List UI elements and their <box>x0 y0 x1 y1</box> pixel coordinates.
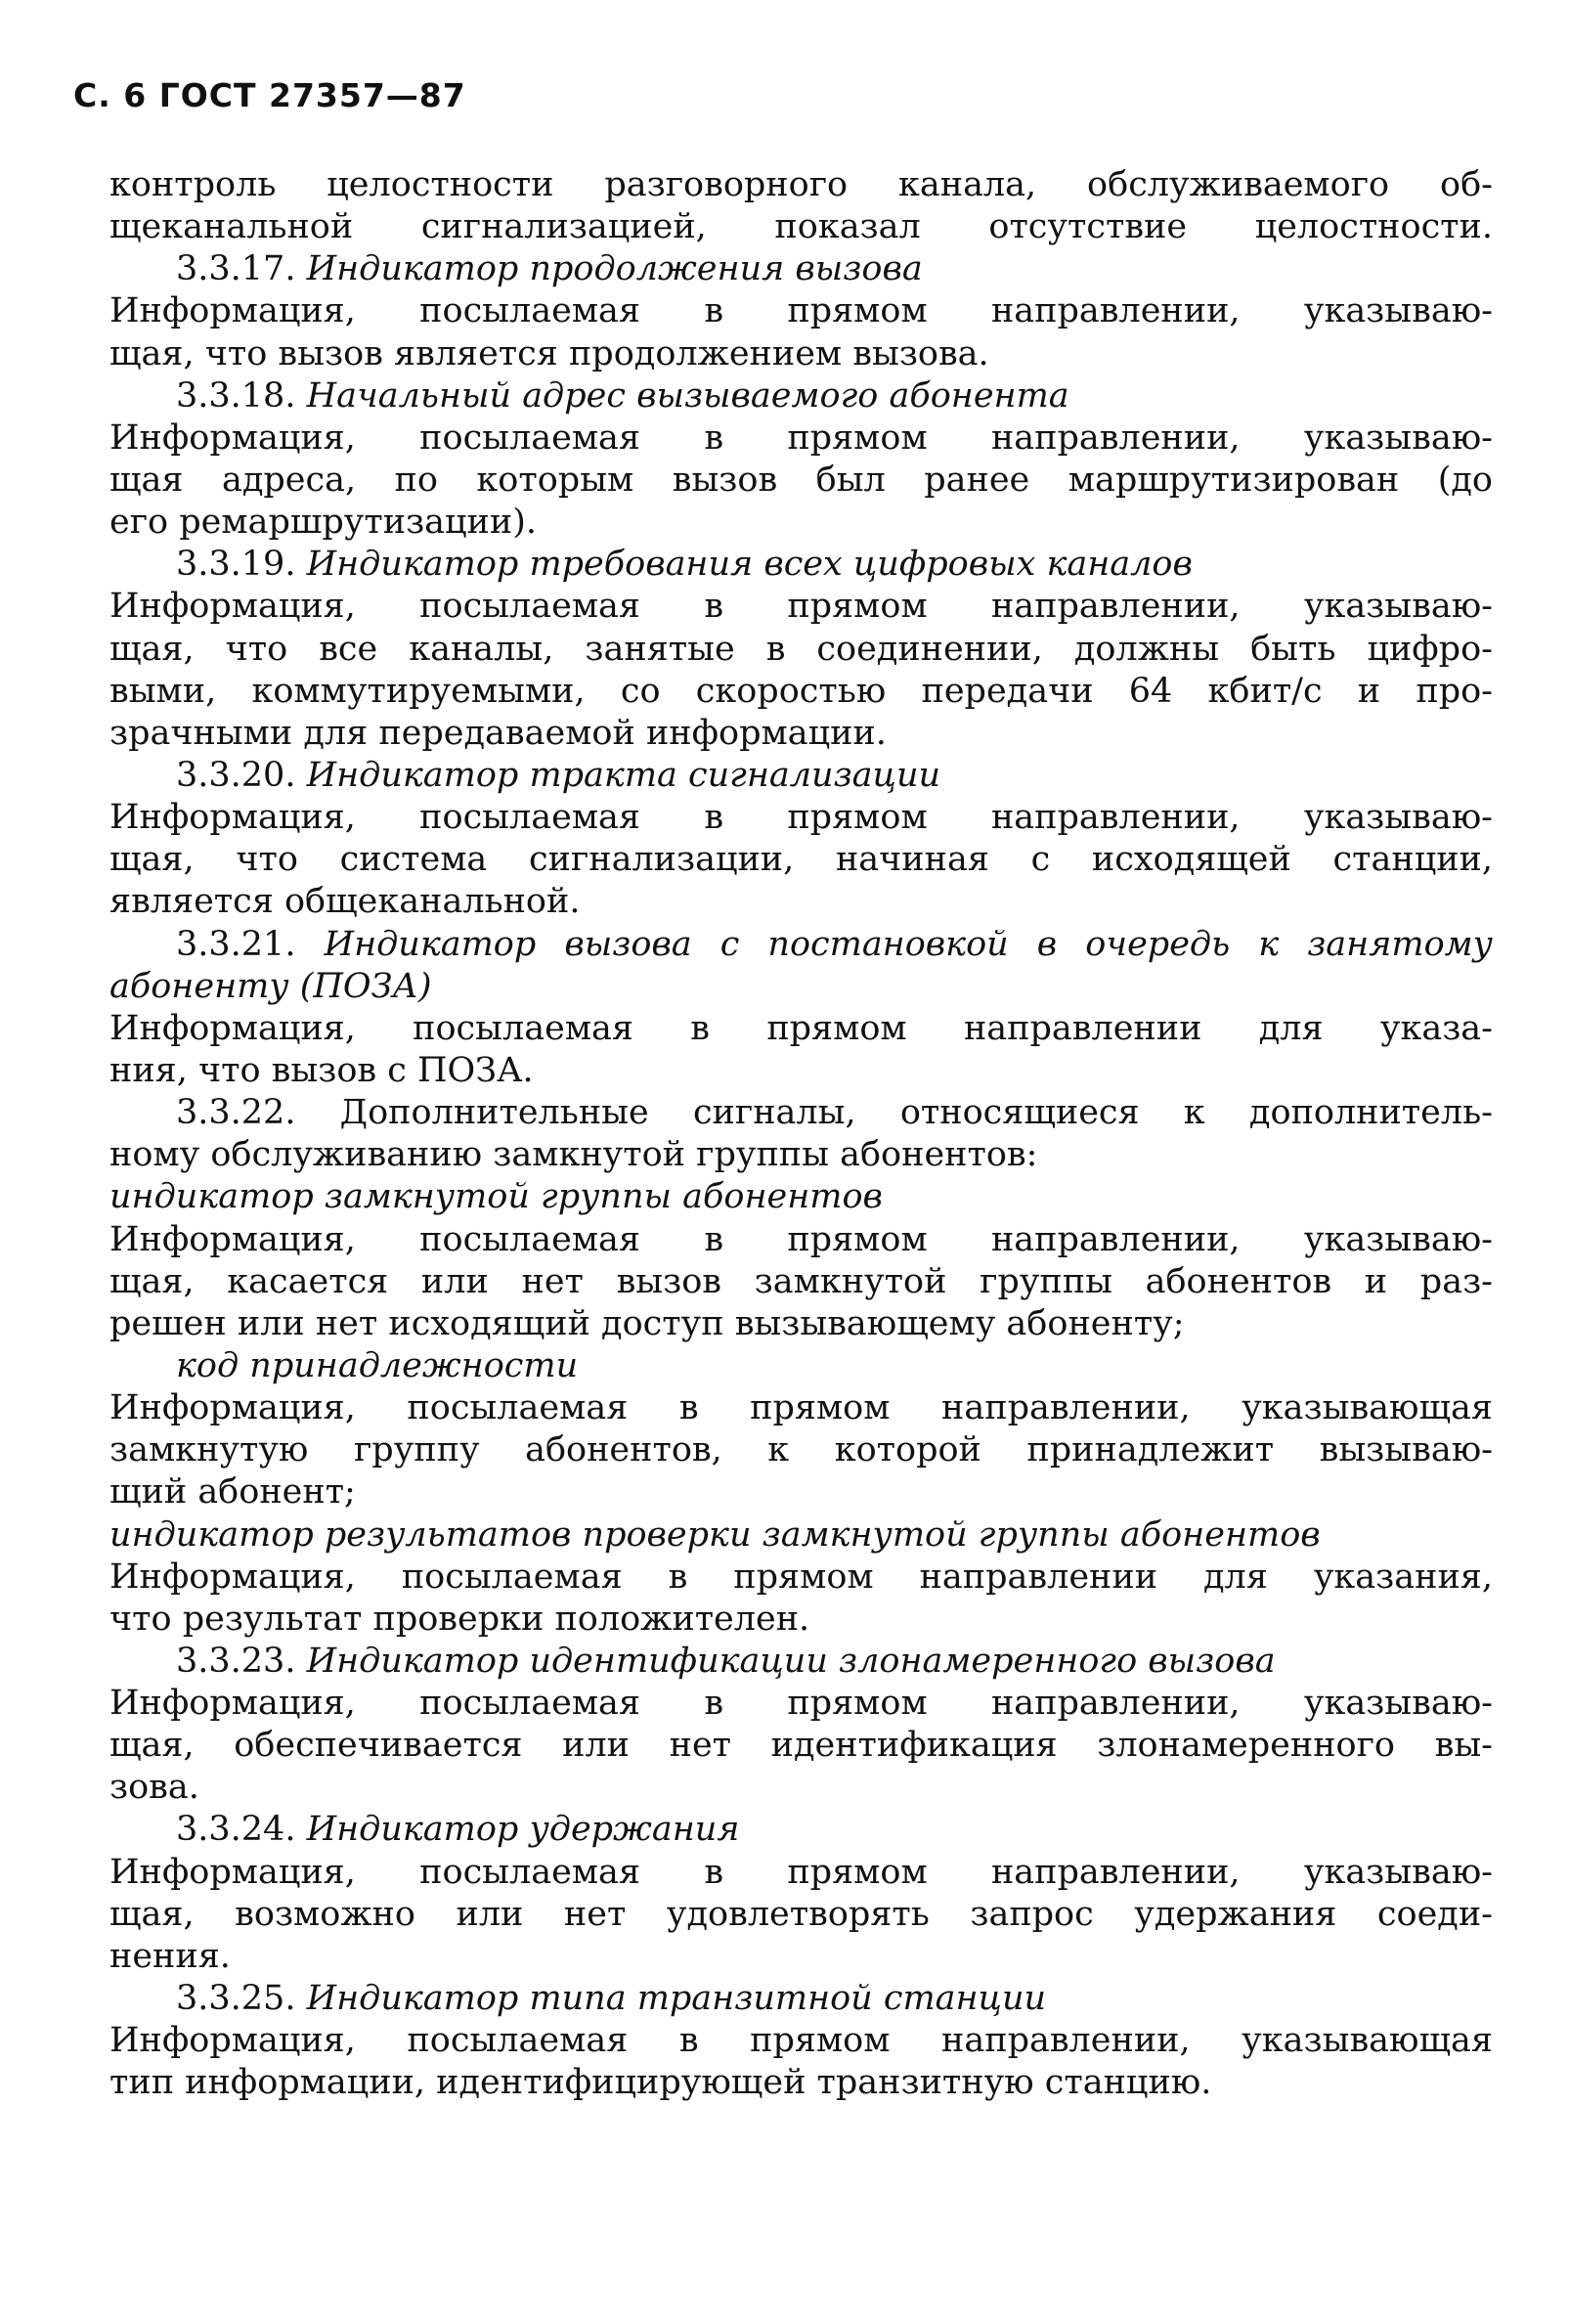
section-heading <box>109 375 1493 417</box>
page-header: С. 6 ГОСТ 27357—87 <box>73 76 466 114</box>
text-line: решен или нет исходящий доступ вызывающему абоненту; <box>109 1303 1185 1343</box>
section-number: 3.3.17. <box>176 249 296 289</box>
text-line: тип информации, идентифицирующей транзитную станцию. <box>109 2063 1212 2103</box>
section-title: Начальный адрес вызываемого абонента <box>306 375 1069 416</box>
section-title: Индикатор продолжения вызова <box>306 249 923 289</box>
section-heading: 3.3.22. Дополнительные сигналы, относящиеся к дополнитель- <box>176 1093 1493 1133</box>
section-title: Индикатор вызова с постановкой в очередь к занятому <box>324 924 1493 964</box>
section-heading <box>109 755 1493 797</box>
section-heading <box>109 248 1493 290</box>
text-line: Информация, посылаемая в прямом направлении для указа- <box>109 1008 1493 1048</box>
text-line: ному обслуживанию замкнутой группы абонентов: <box>109 1135 1038 1175</box>
text-line: ния, что вызов с ПОЗА. <box>109 1050 534 1090</box>
text-line: щий абонент; <box>109 1472 356 1513</box>
text-line: что результат проверки положителен. <box>109 1599 810 1639</box>
section-number: 3.3.20. <box>176 755 296 795</box>
text-line: выми, коммутируемыми, со скоростью передачи 64 кбит/с и про- <box>109 671 1493 711</box>
section-heading <box>109 544 1493 586</box>
section-heading <box>109 1809 1493 1851</box>
section-title: Индикатор типа транзитной станции <box>306 1979 1047 2019</box>
text-line: зрачными для передаваемой информации. <box>109 713 887 753</box>
text-line: щая, что система сигнализации, начиная с исходящей станции, <box>109 840 1493 880</box>
text-line: Информация, посылаемая в прямом направлении, указывающая <box>109 2021 1493 2061</box>
text-line: зова. <box>109 1768 199 1808</box>
text-line: щая, возможно или нет удовлетворять запрос удержания соеди- <box>109 1894 1493 1934</box>
subsection-title: индикатор результатов проверки замкнутой группы абонентов <box>109 1514 1321 1555</box>
section-title: Индикатор тракта сигнализации <box>306 755 941 795</box>
section-number: 3.3.21. <box>176 924 296 964</box>
text-line: Информация, посылаемая в прямом направлении, указываю- <box>109 1852 1493 1892</box>
text-line: Информация, посылаемая в прямом направлении, указываю- <box>109 417 1493 458</box>
section-number: 3.3.18. <box>176 375 296 416</box>
section-title: Индикатор требования всех цифровых каналов <box>306 545 1193 585</box>
text-line: щая, что вызов является продолжением вызова. <box>109 333 989 373</box>
section-title: Индикатор удержания <box>306 1810 740 1850</box>
text-line: контроль целостности разговорного канала, обслуживаемого об- <box>109 165 1493 204</box>
text-line: щая, касается или нет вызов замкнутой группы абонентов и раз- <box>109 1261 1493 1301</box>
section-title-continued: абоненту (ПОЗА) <box>109 966 432 1006</box>
document-body <box>109 164 1493 2104</box>
subsection-title: код принадлежности <box>176 1345 579 1385</box>
text-line: Информация, посылаемая в прямом направлении, указываю- <box>109 1684 1493 1724</box>
text-line: нения. <box>109 1936 231 1976</box>
section-number: 3.3.23. <box>176 1641 296 1681</box>
section-title: Индикатор идентификации злонамеренного вызова <box>306 1641 1276 1681</box>
text-line: Информация, посылаемая в прямом направлении для указания, <box>109 1557 1493 1597</box>
section-heading <box>109 924 1493 966</box>
section-heading <box>109 1641 1493 1683</box>
text-line: замкнутую группу абонентов, к которой принадлежит вызываю- <box>109 1430 1493 1470</box>
text-line: щая, что все каналы, занятые в соединении, должны быть цифро- <box>109 629 1493 669</box>
text-line: Информация, посылаемая в прямом направлении, указываю- <box>109 587 1493 627</box>
text-line: Информация, посылаемая в прямом направлении, указываю- <box>109 1219 1493 1259</box>
text-line: щеканальной сигнализацией, показал отсутствие целостности. <box>109 207 1493 247</box>
text-line: его ремаршрутизации). <box>109 503 537 543</box>
section-number: 3.3.25. <box>176 1979 296 2019</box>
section-number: 3.3.24. <box>176 1810 296 1850</box>
text-line: Информация, посылаемая в прямом направлении, указываю- <box>109 291 1493 331</box>
text-line: является общеканальной. <box>109 882 581 922</box>
subsection-title: индикатор замкнутой группы абонентов <box>109 1177 883 1217</box>
section-heading <box>109 1978 1493 2020</box>
section-number: 3.3.19. <box>176 545 296 585</box>
text-line: Информация, посылаемая в прямом направлении, указывающая <box>109 1388 1493 1428</box>
text-line: Информация, посылаемая в прямом направлении, указываю- <box>109 798 1493 838</box>
text-line: щая адреса, по которым вызов был ранее маршрутизирован (до <box>109 460 1493 500</box>
text-line: щая, обеспечивается или нет идентификация злонамеренного вы- <box>109 1726 1493 1766</box>
